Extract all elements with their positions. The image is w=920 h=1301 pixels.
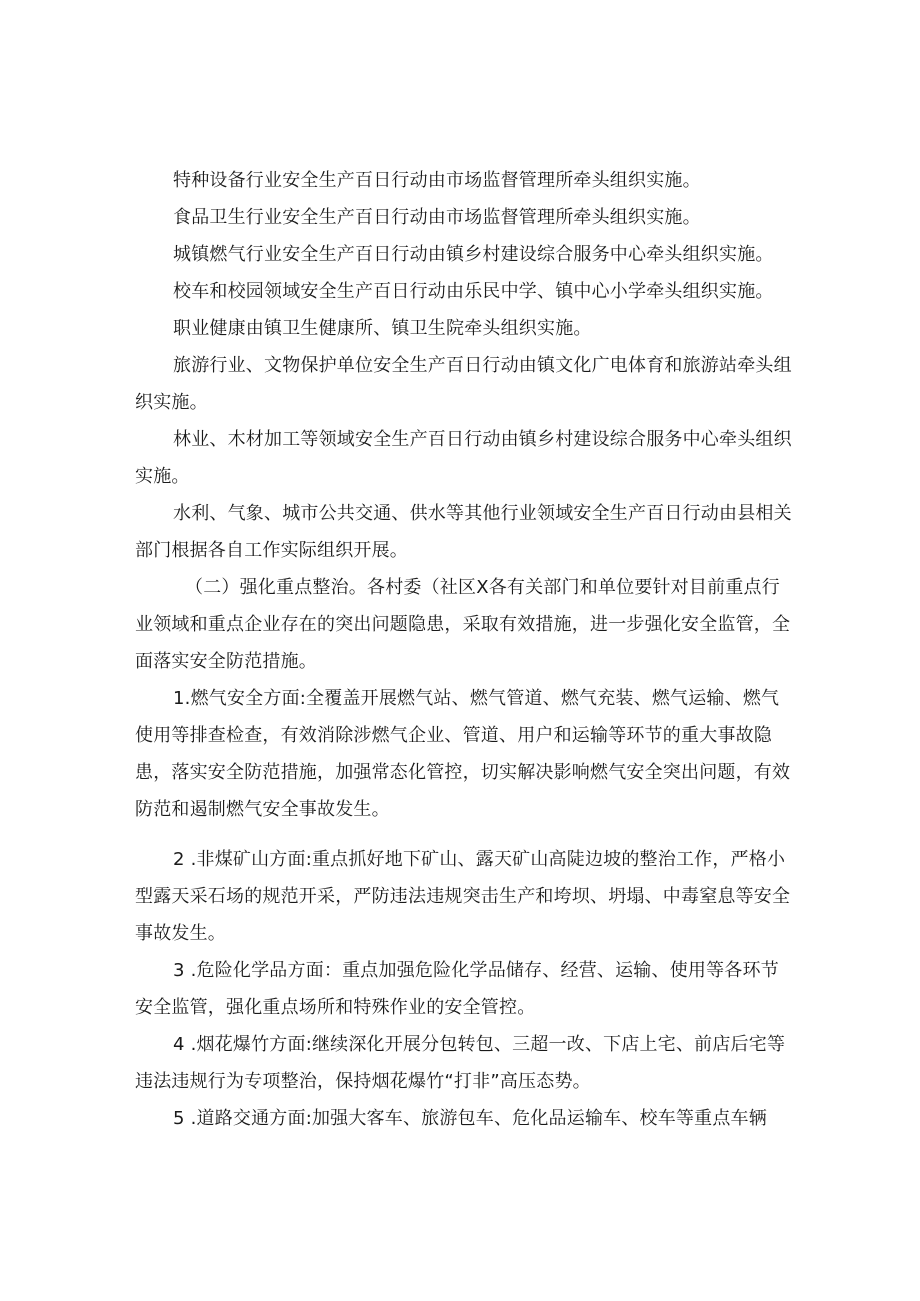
paragraph-item-5-traffic: 5 .道路交通方面:加强大客车、旅游包车、危化品运输车、校车等重点车辆 <box>173 1108 767 1129</box>
paragraph-item-3-chemicals: 3 .危险化学品方面：重点加强危险化学品储存、经营、运输、使用等各环节安全监管，强化重点场所和特殊作业的安全管控。 <box>135 960 779 1018</box>
paragraph-forestry: 林业、木材加工等领域安全生产百日行动由镇乡村建设综合服务中心牵头组织实施。 <box>135 429 792 487</box>
paragraph-food-hygiene: 食品卫生行业安全生产百日行动由市场监督管理所牵头组织实施。 <box>173 207 701 228</box>
paragraph-item-4-fireworks: 4 .烟花爆竹方面:继续深化开展分包转包、三超一改、下店上宅、前店后宅等违法违规行为专项整治，保持烟花爆竹“打非”高压态势。 <box>135 1034 786 1092</box>
paragraph-tourism: 旅游行业、文物保护单位安全生产百日行动由镇文化广电体育和旅游站牵头组织实施。 <box>135 355 792 413</box>
paragraph-item-1-gas: 1.燃气安全方面:全覆盖开展燃气站、燃气管道、燃气充装、燃气运输、燃气使用等排查检查，有效消除涉燃气企业、管道、用户和运输等环节的重大事故隐患，落实安全防范措施，加强常态化管控，切实解决影响燃气安全突出问题，有效防范和遏制燃气安全事故发生。 <box>135 688 791 820</box>
paragraph-water-weather: 水利、气象、城市公共交通、供水等其他行业领域安全生产百日行动由县相关部门根据各自工作实际组织开展。 <box>135 503 792 561</box>
paragraph-town-gas: 城镇燃气行业安全生产百日行动由镇乡村建设综合服务中心牵头组织实施。 <box>173 244 774 265</box>
paragraph-school-bus: 校车和校园领域安全生产百日行动由乐民中学、镇中心小学牵头组织实施。 <box>173 281 774 302</box>
paragraph-special-equipment: 特种设备行业安全生产百日行动由市场监督管理所牵头组织实施。 <box>173 170 701 191</box>
paragraph-occupational-health: 职业健康由镇卫生健康所、镇卫生院牵头组织实施。 <box>173 318 592 339</box>
paragraph-item-2-mining: 2 .非煤矿山方面:重点抓好地下矿山、露天矿山高陡边坡的整治工作，严格小型露天采石场的规范开采，严防违法违规突击生产和垮坝、坍塌、中毒窒息等安全事故发生。 <box>135 849 791 944</box>
paragraph-section-two: （二）强化重点整治。各村委（社区X各有关部门和单位要针对目前重点行业领域和重点企业存在的突出问题隐患，采取有效措施，进一步强化安全监管，全面落实安全防范措施。 <box>135 577 791 672</box>
